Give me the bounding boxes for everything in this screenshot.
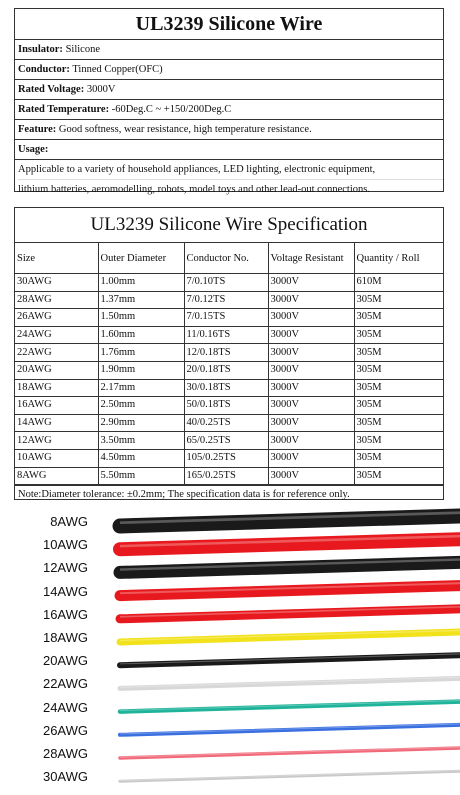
table-row	[15, 414, 443, 432]
product-info-table	[14, 8, 444, 195]
cell-outer-diameter: 2.17mm	[98, 379, 184, 397]
table-row	[15, 309, 443, 327]
cell-quantity: 305M	[354, 467, 443, 485]
wire-label-12awg: 12AWG	[42, 560, 88, 576]
wire-label-8awg: 8AWG	[50, 514, 88, 529]
wire-highlight	[120, 701, 460, 711]
table-row	[15, 361, 443, 379]
cell-outer-diameter: 4.50mm	[98, 449, 184, 467]
usage-text	[15, 160, 443, 198]
wire-label-22awg: 22AWG	[42, 676, 88, 692]
cell-size: 28AWG	[15, 291, 98, 309]
wire-samples	[0, 508, 460, 795]
header-outer-diameter: Outer Diameter	[98, 243, 184, 274]
cell-size: 18AWG	[15, 379, 98, 397]
wire-24awg	[120, 702, 460, 712]
cell-outer-diameter: 2.90mm	[98, 414, 184, 432]
cell-conductor-no: 12/0.18TS	[184, 344, 268, 362]
cell-quantity: 305M	[354, 344, 443, 362]
cell-voltage: 3000V	[268, 397, 354, 415]
wire-label-28awg: 28AWG	[42, 746, 88, 761]
cell-size: 20AWG	[15, 361, 98, 379]
wire-20awg	[120, 655, 460, 665]
table-row	[15, 344, 443, 362]
wire-highlight	[120, 747, 460, 757]
tolerance-note: Note:Diameter tolerance: ±0.2mm; The specification data is for reference only.	[15, 485, 443, 504]
cell-outer-diameter: 5.50mm	[98, 467, 184, 485]
feature-row: Feature: Good softness, wear resistance, high temperature resistance.	[15, 120, 443, 140]
cell-outer-diameter: 1.37mm	[98, 291, 184, 309]
wire-label-20awg: 20AWG	[42, 653, 88, 669]
cell-voltage: 3000V	[268, 344, 354, 362]
cell-conductor-no: 105/0.25TS	[184, 449, 268, 467]
header-size: Size	[15, 243, 98, 274]
cell-conductor-no: 30/0.18TS	[184, 379, 268, 397]
wire-label-18awg: 18AWG	[42, 630, 88, 645]
cell-voltage: 3000V	[268, 379, 354, 397]
cell-conductor-no: 165/0.25TS	[184, 467, 268, 485]
cell-quantity: 305M	[354, 449, 443, 467]
cell-quantity: 305M	[354, 326, 443, 344]
cell-outer-diameter: 1.60mm	[98, 326, 184, 344]
cell-voltage: 3000V	[268, 274, 354, 292]
cell-size: 30AWG	[15, 274, 98, 292]
usage-line: Applicable to a variety of household appliances, LED lighting, electronic equipment,	[18, 160, 443, 180]
wire-label-26awg: 26AWG	[42, 722, 88, 738]
cell-quantity: 610M	[354, 274, 443, 292]
cell-quantity: 305M	[354, 397, 443, 415]
rated-voltage-row: Rated Voltage: 3000V	[15, 80, 443, 100]
cell-size: 22AWG	[15, 344, 98, 362]
specification-grid	[15, 243, 443, 485]
cell-voltage: 3000V	[268, 291, 354, 309]
table-row	[15, 449, 443, 467]
cell-conductor-no: 65/0.25TS	[184, 432, 268, 450]
specification-title: UL3239 Silicone Wire Specification	[15, 208, 443, 243]
cell-conductor-no: 7/0.15TS	[184, 309, 268, 327]
wire-label-14awg: 14AWG	[42, 583, 88, 599]
cell-voltage: 3000V	[268, 361, 354, 379]
wire-18awg	[120, 632, 460, 642]
cell-quantity: 305M	[354, 432, 443, 450]
header-quantity-roll: Quantity / Roll	[354, 243, 443, 274]
cell-conductor-no: 11/0.16TS	[184, 326, 268, 344]
cell-quantity: 305M	[354, 414, 443, 432]
cell-size: 16AWG	[15, 397, 98, 415]
usage-line: lithium batteries, aeromodelling, robots, model toys and other lead-out connections.	[18, 184, 370, 195]
cell-outer-diameter: 1.76mm	[98, 344, 184, 362]
table-row	[15, 326, 443, 344]
wire-highlight	[120, 724, 460, 734]
conductor-row: Conductor: Tinned Copper(OFC)	[15, 60, 443, 80]
wire-label-10awg: 10AWG	[42, 537, 88, 553]
wire-16awg	[120, 609, 460, 619]
wire-30awg	[120, 771, 460, 781]
cell-size: 24AWG	[15, 326, 98, 344]
cell-outer-diameter: 1.90mm	[98, 361, 184, 379]
table-row	[15, 274, 443, 292]
table-header-row	[15, 243, 443, 274]
table-row	[15, 379, 443, 397]
product-title: UL3239 Silicone Wire	[15, 9, 443, 40]
insulator-row: Insulator: Silicone	[15, 40, 443, 60]
cell-voltage: 3000V	[268, 467, 354, 485]
cell-voltage: 3000V	[268, 449, 354, 467]
wire-14awg	[120, 586, 460, 596]
rated-temperature-row: Rated Temperature: -60Deg.C ~ +150/200Deg.C	[15, 100, 443, 120]
cell-voltage: 3000V	[268, 326, 354, 344]
cell-outer-diameter: 2.50mm	[98, 397, 184, 415]
cell-conductor-no: 50/0.18TS	[184, 397, 268, 415]
cell-quantity: 305M	[354, 379, 443, 397]
cell-conductor-no: 7/0.12TS	[184, 291, 268, 309]
cell-size: 10AWG	[15, 449, 98, 467]
cell-size: 12AWG	[15, 432, 98, 450]
wire-highlight	[120, 771, 460, 781]
cell-conductor-no: 40/0.25TS	[184, 414, 268, 432]
cell-outer-diameter: 3.50mm	[98, 432, 184, 450]
wire-label-16awg: 16AWG	[42, 606, 88, 622]
table-row	[15, 467, 443, 485]
header-voltage-resistant: Voltage Resistant	[268, 243, 354, 274]
cell-size: 26AWG	[15, 309, 98, 327]
cell-quantity: 305M	[354, 291, 443, 309]
wire-22awg	[120, 678, 460, 688]
cell-voltage: 3000V	[268, 309, 354, 327]
wire-26awg	[120, 725, 460, 735]
wire-label-30awg: 30AWG	[42, 769, 88, 785]
header-conductor-no: Conductor No.	[184, 243, 268, 274]
wire-label-24awg: 24AWG	[42, 699, 88, 715]
wire-samples-illustration	[100, 508, 460, 795]
cell-outer-diameter: 1.50mm	[98, 309, 184, 327]
table-row	[15, 291, 443, 309]
cell-conductor-no: 20/0.18TS	[184, 361, 268, 379]
wire-28awg	[120, 748, 460, 758]
cell-quantity: 305M	[354, 309, 443, 327]
specification-table	[14, 207, 444, 500]
cell-outer-diameter: 1.00mm	[98, 274, 184, 292]
table-row	[15, 397, 443, 415]
cell-size: 8AWG	[15, 467, 98, 485]
cell-conductor-no: 7/0.10TS	[184, 274, 268, 292]
cell-voltage: 3000V	[268, 414, 354, 432]
table-row	[15, 432, 443, 450]
usage-row: Usage:	[15, 140, 443, 160]
cell-quantity: 305M	[354, 361, 443, 379]
cell-voltage: 3000V	[268, 432, 354, 450]
cell-size: 14AWG	[15, 414, 98, 432]
